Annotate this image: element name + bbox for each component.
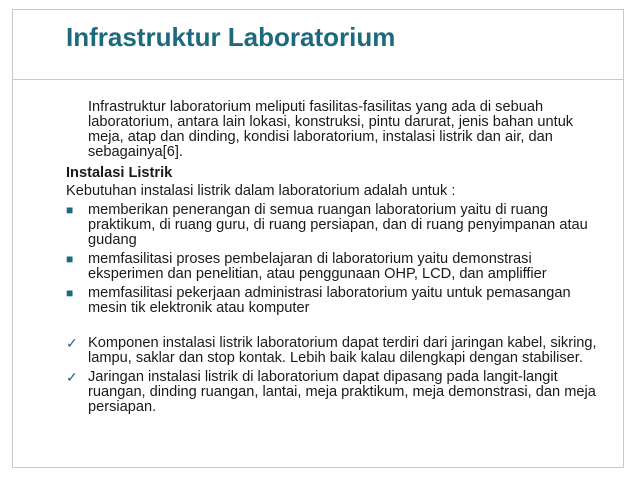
bullet-item (66, 286, 606, 316)
section-lead: Kebutuhan instalasi listrik dalam laboratorium adalah untuk : (66, 183, 456, 199)
spacer (66, 316, 606, 332)
bullet-item (66, 203, 606, 248)
section-heading: Instalasi Listrik (66, 165, 173, 181)
square-bullet-icon: ■ (66, 252, 74, 266)
check-text: Komponen instalasi listrik laboratorium dapat terdiri dari jaringan kabel, sikring, lampu, saklar dan stop kontak. Lebih baik kalau dilengkapi dengan stabiliser. (88, 335, 597, 366)
bullet-item (66, 252, 606, 282)
check-text: Jaringan instalasi listrik di laboratorium dapat dipasang pada langit-langit ruangan, dinding ruangan, lantai, meja praktikum, meja demonstrasi, dan meja persiapan. (88, 369, 596, 415)
bullet-text: memfasilitasi pekerjaan administrasi laboratorium yaitu untuk pemasangan mesin tik elektronik atau komputer (88, 285, 571, 316)
square-bullet-icon: ■ (66, 203, 74, 217)
bullet-text: memfasilitasi proses pembelajaran di laboratorium yaitu demonstrasi eksperimen dan penelitian, atau penggunaan OHP, LCD, dan ampliffier (88, 251, 547, 282)
intro-paragraph: Infrastruktur laboratorium meliputi fasilitas-fasilitas yang ada di sebuah laboratorium, antara lain lokasi, konstruksi, pintu darurat, jenis bahan untuk meja, atap dan dinding, kondisi laboratorium, instalasi listrik dan air, dan sebagainya[6]. (88, 99, 574, 160)
square-bullet-icon: ■ (66, 286, 74, 300)
title-divider (12, 79, 624, 80)
checkmark-icon: ✓ (66, 369, 78, 385)
check-item (66, 370, 606, 415)
check-item (66, 336, 606, 366)
slide-title: Infrastruktur Laboratorium (66, 22, 396, 52)
checkmark-icon: ✓ (66, 335, 78, 351)
slide-body (66, 100, 606, 415)
bullet-text: memberikan penerangan di semua ruangan laboratorium yaitu di ruang praktikum, di ruang guru, di ruang persiapan, dan di ruang penyimpanan atau gudang (88, 202, 588, 248)
